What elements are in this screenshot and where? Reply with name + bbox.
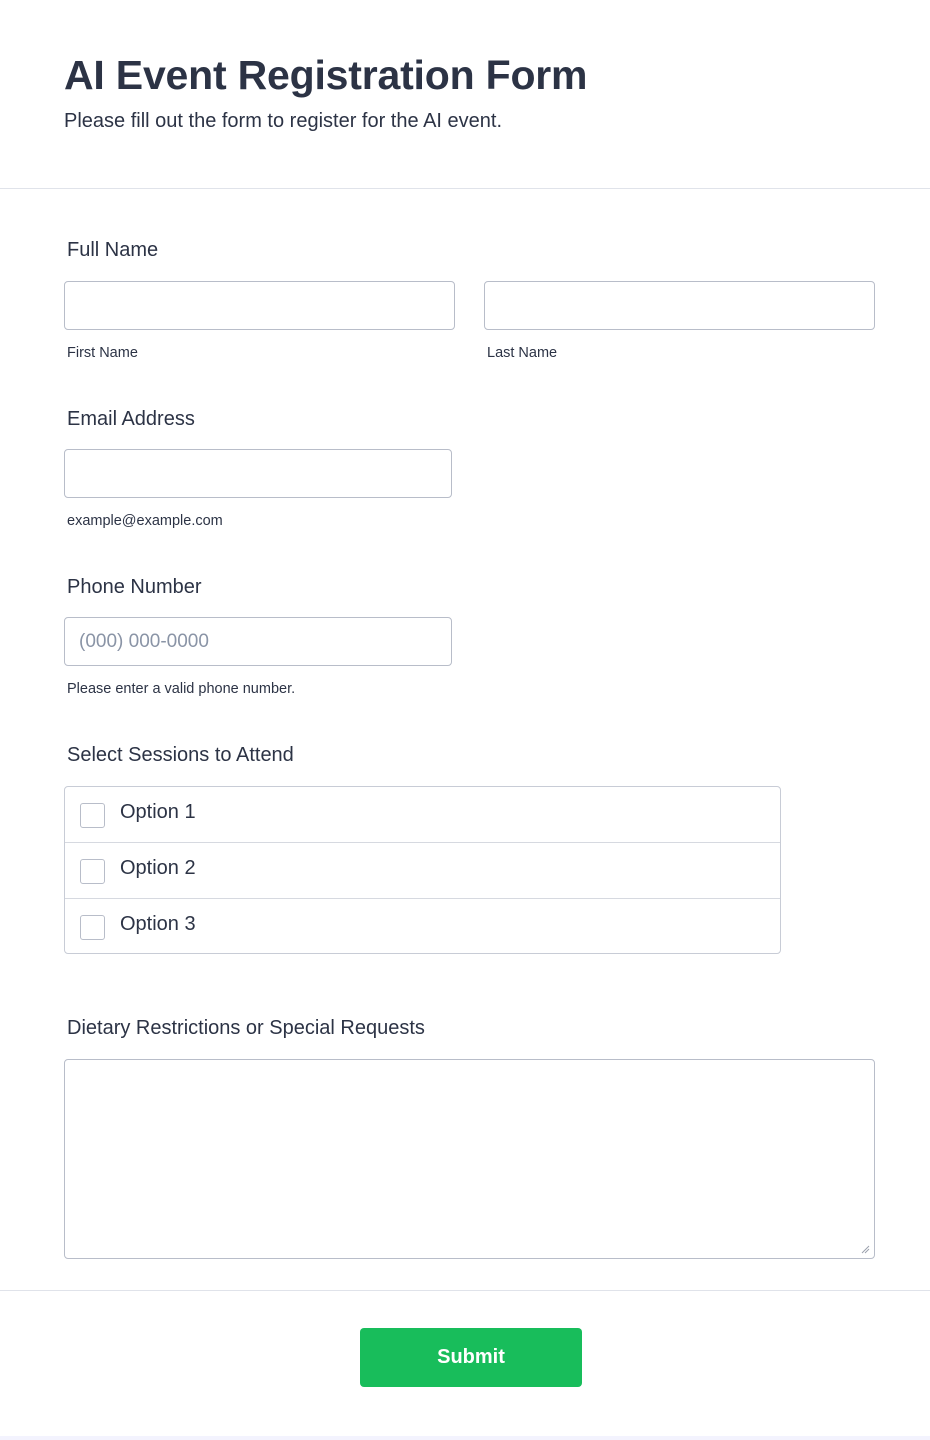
bottom-strip: [0, 1436, 930, 1440]
phone-label: Phone Number: [67, 576, 202, 598]
session-option-2[interactable]: [65, 843, 780, 899]
email-label: Email Address: [67, 408, 195, 430]
option-label: Option 1: [120, 801, 196, 823]
dietary-label: Dietary Restrictions or Special Requests: [67, 1017, 425, 1039]
session-option-3[interactable]: [65, 899, 780, 954]
resize-grip-icon[interactable]: [860, 1244, 870, 1254]
first-name-sublabel: First Name: [67, 345, 138, 361]
first-name-input[interactable]: [64, 281, 455, 330]
footer-divider: [0, 1290, 930, 1291]
phone-sublabel: Please enter a valid phone number.: [67, 681, 296, 697]
form-subtitle: Please fill out the form to register for the AI event.: [64, 110, 502, 132]
session-option-1[interactable]: [65, 787, 780, 843]
option-label: Option 2: [120, 857, 196, 879]
checkbox[interactable]: [80, 915, 105, 940]
sessions-checkbox-group: [64, 786, 781, 954]
email-input[interactable]: [64, 449, 452, 498]
phone-input[interactable]: [64, 617, 452, 666]
checkbox[interactable]: [80, 803, 105, 828]
form-header: [0, 0, 930, 189]
full-name-label: Full Name: [67, 239, 159, 261]
last-name-sublabel: Last Name: [487, 345, 558, 361]
checkbox[interactable]: [80, 859, 105, 884]
email-sublabel: example@example.com: [67, 513, 223, 529]
last-name-input[interactable]: [484, 281, 875, 330]
sessions-label: Select Sessions to Attend: [67, 744, 294, 766]
form-title: AI Event Registration Form: [64, 52, 588, 98]
option-label: Option 3: [120, 913, 196, 935]
dietary-textarea[interactable]: [64, 1059, 875, 1259]
submit-button[interactable]: Submit: [360, 1328, 582, 1387]
